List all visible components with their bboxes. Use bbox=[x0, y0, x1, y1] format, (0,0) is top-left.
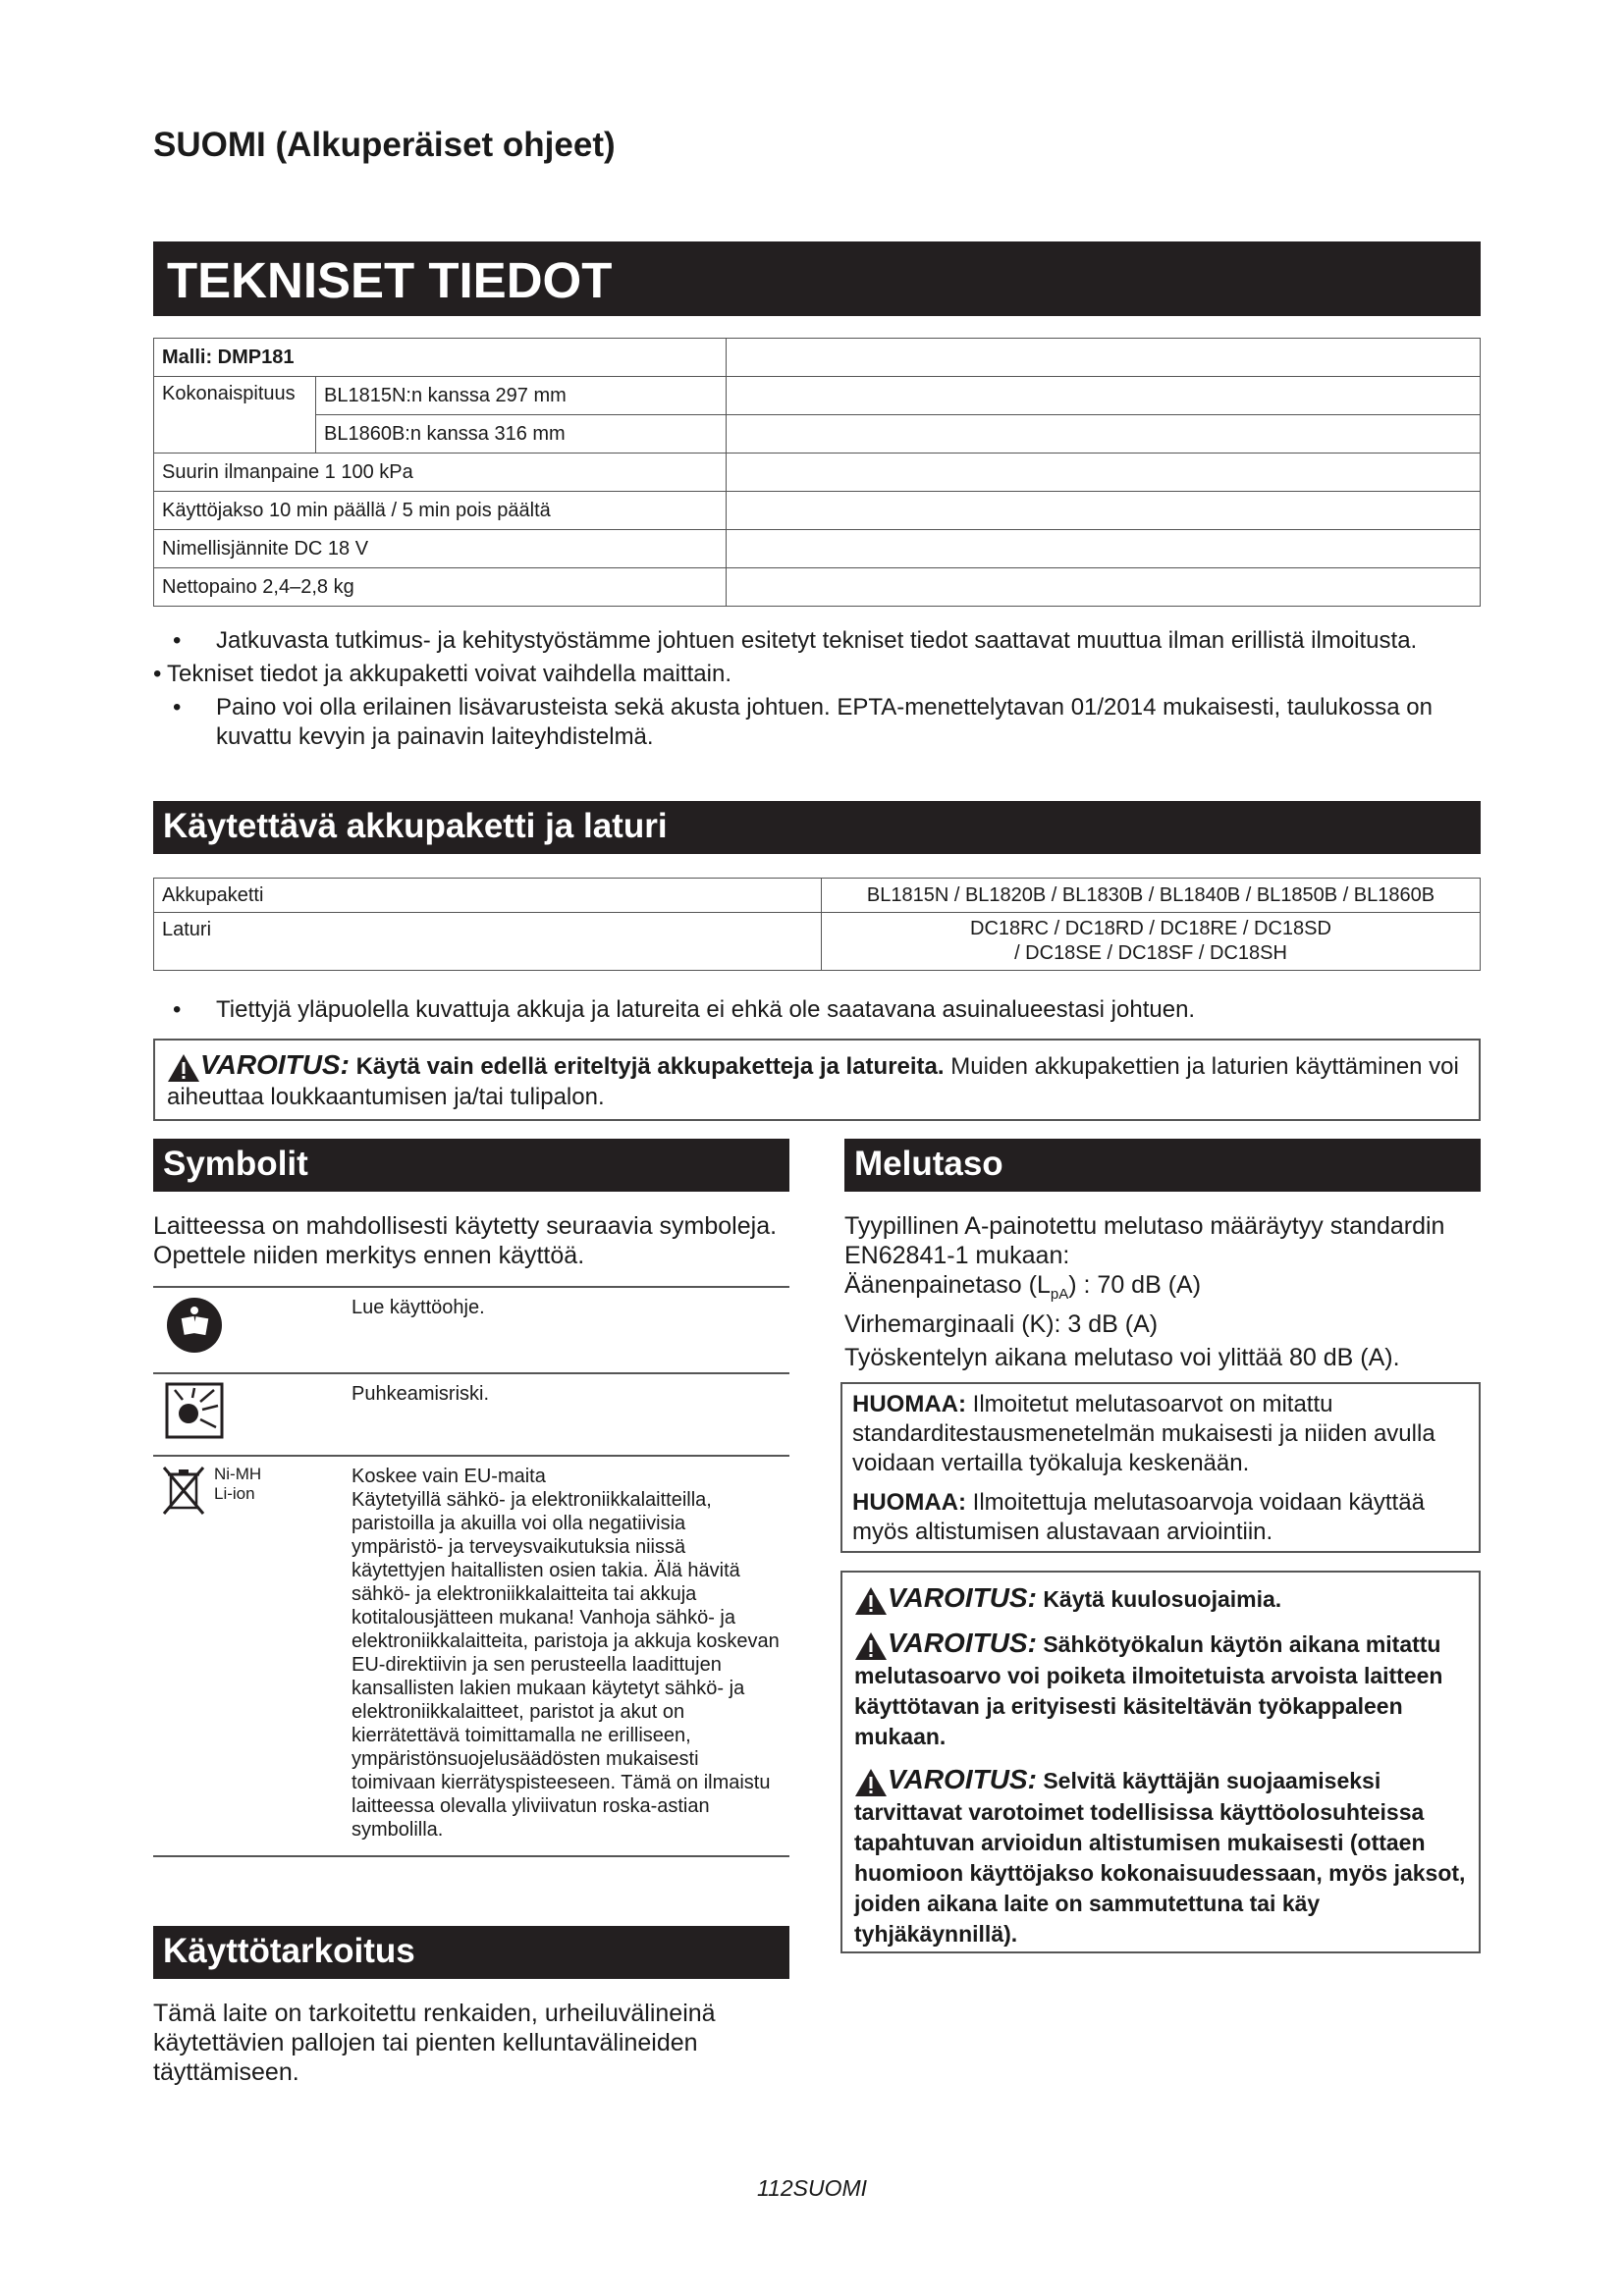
nimh-label: Ni-MH bbox=[214, 1465, 262, 1483]
explosion-risk-icon bbox=[165, 1382, 224, 1439]
note-2: HUOMAA: Ilmoitettuja melutasoarvoja voidaan käyttää myös altistumisen alustavaan arviointiin. bbox=[852, 1489, 1425, 1545]
table-row bbox=[154, 530, 1481, 568]
crossed-bin-icon bbox=[161, 1465, 206, 1520]
empty-cell bbox=[727, 568, 1481, 607]
warning-bold-text: Käytä vain edellä eriteltyjä akkupaketteja ja latureita. bbox=[355, 1053, 945, 1080]
length-value-cell: BL1860B:n kanssa 316 mm bbox=[316, 415, 727, 454]
weee-title: Koskee vain EU-maita bbox=[352, 1466, 546, 1487]
page-footer: 112SUOMI bbox=[756, 2175, 868, 2201]
empty-cell bbox=[727, 339, 1481, 377]
list-item: • Tekniset tiedot ja akkupaketti voivat vaihdella maittain. bbox=[153, 661, 731, 687]
liion-label: Li-ion bbox=[214, 1484, 255, 1503]
noise-heading: Melutaso bbox=[844, 1139, 1481, 1192]
purpose-heading: Käyttötarkoitus bbox=[153, 1926, 789, 1979]
empty-cell bbox=[727, 377, 1481, 415]
warning-item: VAROITUS: Sähkötyökalun käytön aikana mitattu melutasoarvo voi poiketa ilmoitetuista arvoista laitteen käyttötavan ja erityisesti käsiteltävän työkappaleen mukaan. bbox=[854, 1627, 1443, 1749]
note-text: Jatkuvasta tutkimus- ja kehitystyöstämme johtuen esitetyt tekniset tiedot saattavat muuttua ilman erillistä ilmoitusta. bbox=[216, 627, 1418, 654]
spec-table bbox=[153, 338, 1481, 607]
battery-charger-heading: Käytettävä akkupaketti ja laturi bbox=[153, 801, 1481, 854]
warning-triangle-icon bbox=[854, 1768, 888, 1797]
symbol-text: Puhkeamisriski. bbox=[344, 1373, 789, 1456]
noise-note-box bbox=[840, 1382, 1481, 1553]
list-item: • Paino voi olla erilainen lisävarusteista sekä akusta johtuen. EPTA-menettelytavan 01/2014 mukaisesti, taulukossa on kuvattu kevyin ja painavin laiteyhdistelmä. bbox=[173, 694, 1433, 750]
empty-cell bbox=[727, 492, 1481, 530]
note-text: Tekniset tiedot ja akkupaketti voivat vaihdella maittain. bbox=[167, 661, 731, 687]
battery-note bbox=[153, 995, 1481, 1029]
symbols-table bbox=[153, 1286, 789, 1857]
noise-values bbox=[844, 1211, 1483, 1372]
model-cell: Malli: DMP181 bbox=[154, 339, 727, 377]
warning-word: VAROITUS: bbox=[200, 1049, 350, 1080]
purpose-text: Tämä laite on tarkoitettu renkaiden, urheiluvälineinä käytettävien pallojen tai pienten kelluntavälineiden täyttämiseen. bbox=[153, 2000, 716, 2086]
tech-specs-heading: TEKNISET TIEDOT bbox=[153, 241, 1481, 316]
table-row bbox=[153, 1287, 789, 1373]
table-row bbox=[154, 568, 1481, 607]
symbol-text bbox=[344, 1456, 789, 1856]
list-item: • Jatkuvasta tutkimus- ja kehitystyöstämme johtuen esitetyt tekniset tiedot saattavat muuttua ilman erillistä ilmoitusta. bbox=[173, 627, 1418, 654]
noise-intro: Tyypillinen A-painotettu melutaso määräytyy standardin EN62841-1 mukaan: bbox=[844, 1212, 1445, 1269]
warning-triangle-icon bbox=[167, 1053, 200, 1083]
table-row bbox=[154, 492, 1481, 530]
length-label-cell: Kokonaispituus bbox=[154, 377, 316, 454]
symbol-text: Lue käyttöohje. bbox=[344, 1287, 789, 1373]
battery-value: BL1815N / BL1820B / BL1830B / BL1840B / BL1850B / BL1860B bbox=[822, 879, 1481, 913]
charger-label: Laturi bbox=[154, 913, 822, 971]
symbol-cell bbox=[153, 1373, 344, 1456]
empty-cell bbox=[727, 415, 1481, 454]
table-row bbox=[154, 879, 1481, 913]
empty-cell bbox=[727, 454, 1481, 492]
warning-text: Muiden akkupakettien ja laturien käyttäminen voi aiheuttaa loukkaantumisen ja/tai tulipalon. bbox=[167, 1053, 1459, 1110]
voltage-cell: Nimellisjännite DC 18 V bbox=[154, 530, 727, 568]
battery-warning-box bbox=[153, 1039, 1481, 1121]
read-manual-icon bbox=[165, 1296, 224, 1355]
table-row bbox=[153, 1456, 789, 1856]
warning-triangle-icon bbox=[854, 1631, 888, 1661]
noise-warning-box bbox=[840, 1571, 1481, 1953]
symbols-heading: Symbolit bbox=[153, 1139, 789, 1192]
warning-triangle-icon bbox=[854, 1586, 888, 1616]
table-row bbox=[154, 913, 1481, 971]
note-1: HUOMAA: Ilmoitetut melutasoarvot on mitattu standarditestausmenetelmän mukaisesti ja niiden avulla voidaan vertailla työkaluja keskenään. bbox=[852, 1391, 1435, 1476]
language-title: SUOMI (Alkuperäiset ohjeet) bbox=[153, 126, 616, 164]
battery-label: Akkupaketti bbox=[154, 879, 822, 913]
note-text: Tiettyjä yläpuolella kuvattuja akkuja ja latureita ei ehkä ole saatavana asuinalueestasi johtuen. bbox=[216, 996, 1196, 1023]
empty-cell bbox=[727, 530, 1481, 568]
table-row bbox=[154, 415, 1481, 454]
uncertainty: Virhemarginaali (K): 3 dB (A) bbox=[844, 1310, 1159, 1338]
table-row bbox=[154, 454, 1481, 492]
table-row bbox=[154, 339, 1481, 377]
weee-text: Käytetyillä sähkö- ja elektroniikkalaitteilla, paristoilla ja akuilla voi olla negatiivisia ympäristö- ja terveysvaikutuksia niissä käytettyjen haitallisten osien takia. Älä hävitä sähkö- ja elektroniikkalaitteita tai akkuja kotitalousjätteen mukana! Vanhoja sähkö- ja elektroniikkalaitteita, paristoja ja akkuja koskevan EU-direktiivin ja sen perusteella laadittujen kansallisten lakien mukaan käytetyt sähkö- ja elektroniikkalaitteet, paristot ja akut on kierrätettävä toimittamalla ne erilliseen, ympäristönsuojelusäädösten mukaisesti toimivaan kierrätyspisteeseen. Tämä on ilmaistu laitteessa olevalla yliviivatun roska-astian symbolilla. bbox=[352, 1489, 780, 1841]
weight-cell: Nettopaino 2,4–2,8 kg bbox=[154, 568, 727, 607]
symbols-intro: Laitteessa on mahdollisesti käytetty seuraavia symboleja. Opettele niiden merkitys ennen käyttöä. bbox=[153, 1212, 778, 1269]
sound-pressure: Äänenpainetaso $(L_{pA})$ : 70 dB (A) bbox=[844, 1271, 1202, 1303]
battery-charger-table bbox=[153, 878, 1481, 971]
table-row bbox=[153, 1373, 789, 1456]
noise-exceed: Työskentelyn aikana melutaso voi ylittää 80 dB (A). bbox=[844, 1344, 1400, 1371]
duty-cycle-cell: Käyttöjakso 10 min päällä / 5 min pois päältä bbox=[154, 492, 727, 530]
spec-notes bbox=[153, 626, 1481, 756]
list-item: • Tiettyjä yläpuolella kuvattuja akkuja ja latureita ei ehkä ole saatavana asuinalueestasi johtuen. bbox=[173, 996, 1196, 1023]
warning-item: VAROITUS: Käytä kuulosuojaimia. bbox=[854, 1582, 1467, 1616]
warning-item: VAROITUS: Selvitä käyttäjän suojaamiseksi tarvittavat varotoimet todellisissa käyttöolosuhteissa tapahtuvan arvioidun altistumisen mukaisesti (ottaen huomioon käyttöjakso kokonaisuudessaan, myös jaksot, joiden aikana laite on sammutettuna tai käy tyhjäkäynnillä). bbox=[854, 1763, 1466, 1947]
length-value-cell: BL1815N:n kanssa 297 mm bbox=[316, 377, 727, 415]
symbol-cell bbox=[153, 1287, 344, 1373]
charger-value: DC18RC / DC18RD / DC18RE / DC18SD / DC18SE / DC18SF / DC18SH bbox=[822, 913, 1481, 971]
table-row bbox=[154, 377, 1481, 415]
symbol-cell bbox=[153, 1456, 344, 1856]
note-text: Paino voi olla erilainen lisävarusteista sekä akusta johtuen. EPTA-menettelytavan 01/2014 mukaisesti, taulukossa on kuvattu kevyin ja painavin laiteyhdistelmä. bbox=[216, 694, 1433, 750]
pressure-cell: Suurin ilmanpaine 1 100 kPa bbox=[154, 454, 727, 492]
